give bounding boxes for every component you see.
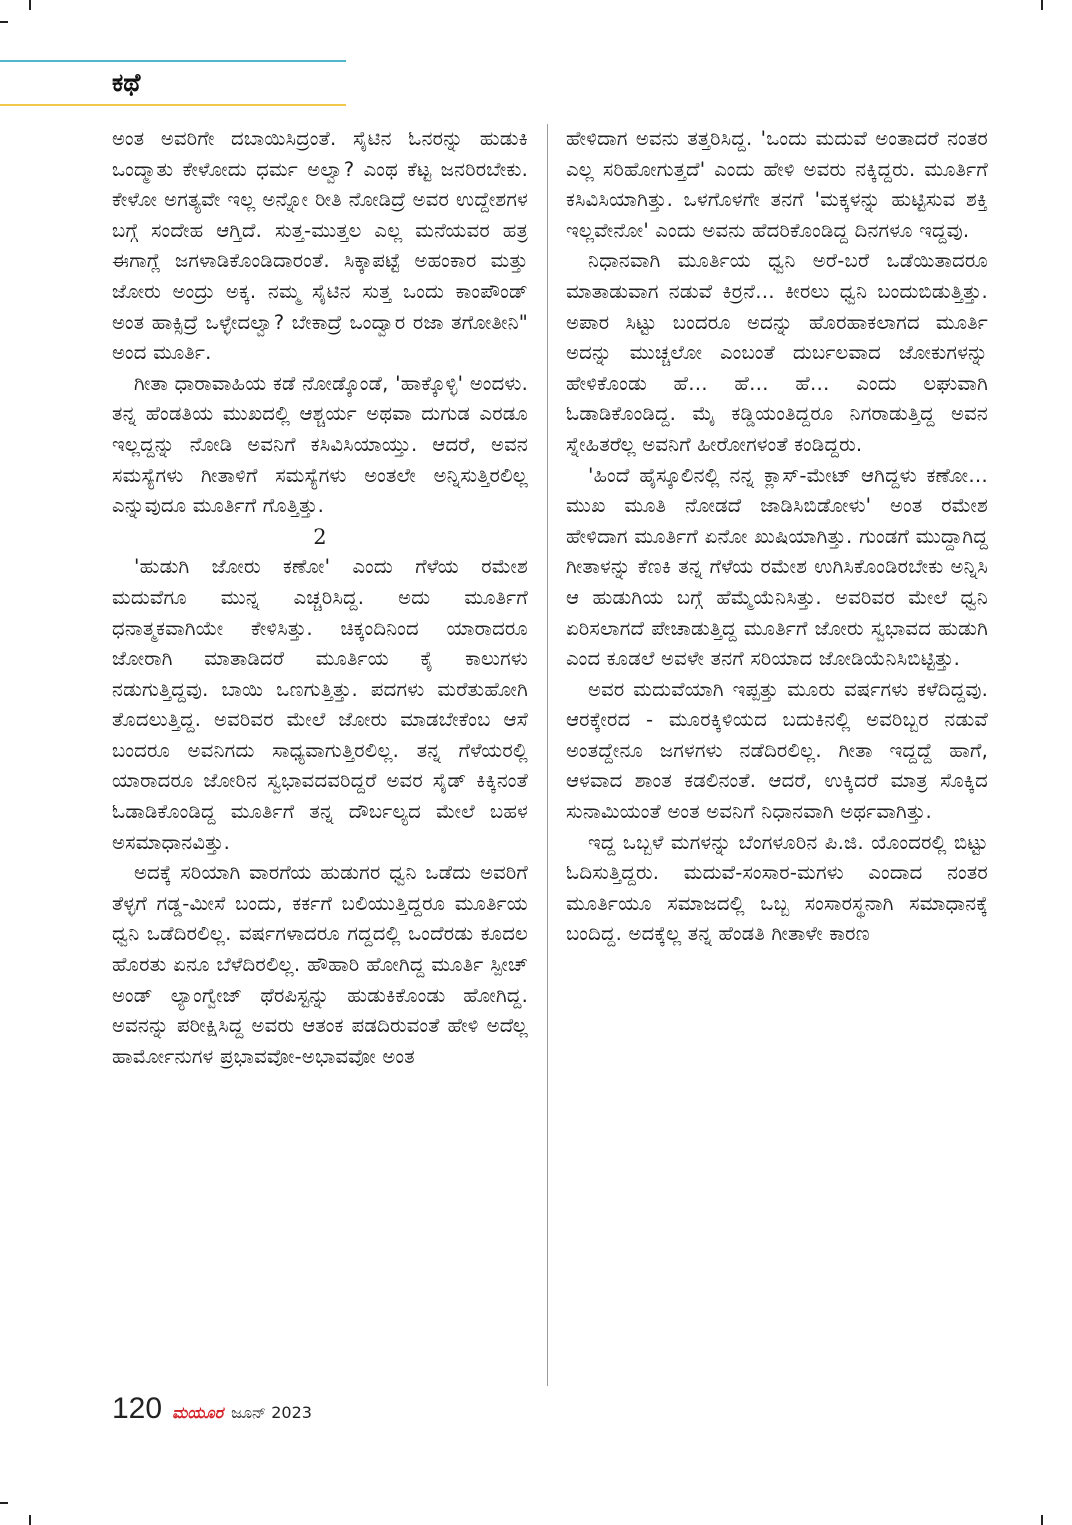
body-paragraph: ಹೇಳಿದಾಗ ಅವನು ತತ್ತರಿಸಿದ್ದ. 'ಒಂದು ಮದುವೆ ಅಂತಾದರೆ ನಂತರ ಎಲ್ಲ ಸರಿಹೋಗುತ್ತದೆ' ಎಂದು ಹೇಳಿ ಅವರು ನಕ್ಕಿದ್ದರು. ಮೂರ್ತಿಗೆ ಕಸಿವಿಸಿಯಾಗಿತ್ತು. ಒಳಗೊಳಗೇ ತನಗೆ 'ಮಕ್ಕಳನ್ನು ಹುಟ್ಟಿಸುವ ಶಕ್ತಿ ಇಲ್ಲವೇನೋ' ಎಂದು ಅವನು ಹೆದರಿಕೊಂಡಿದ್ದ ದಿನಗಳೂ ಇದ್ದವು. — [566, 127, 988, 242]
body-paragraph: 'ಹುಡುಗಿ ಜೋರು ಕಣೋ' ಎಂದು ಗೆಳೆಯ ರಮೇಶ ಮದುವೆಗೂ ಮುನ್ನ ಎಚ್ಚರಿಸಿದ್ದ. ಅದು ಮೂರ್ತಿಗೆ ಧನಾತ್ಮಕವಾಗಿಯೇ ಕೇಳಿಸಿತ್ತು. ಚಿಕ್ಕಂದಿನಿಂದ ಯಾರಾದರೂ ಜೋರಾಗಿ ಮಾತಾಡಿದರೆ ಮೂರ್ತಿಯ ಕೈ ಕಾಲುಗಳು ನಡುಗುತ್ತಿದ್ದವು. ಬಾಯಿ ಒಣಗುತ್ತಿತ್ತು. ಪದಗಳು ಮರೆತುಹೋಗಿ ತೊದಲುತ್ತಿದ್ದ. ಅವರಿವರ ಮೇಲೆ ಜೋರು ಮಾಡಬೇಕೆಂಬ ಆಸೆ ಬಂದರೂ ಅವನಿಗದು ಸಾಧ್ಯವಾಗುತ್ತಿರಲಿಲ್ಲ. ತನ್ನ ಗೆಳೆಯರಲ್ಲಿ ಯಾರಾದರೂ ಜೋರಿನ ಸ್ವಭಾವದವರಿದ್ದರೆ ಅವರ ಸೈಡ್ ಕಿಕ್ಕಿನಂತೆ ಓಡಾಡಿಕೊಂಡಿದ್ದ ಮೂರ್ತಿಗೆ ತನ್ನ ದೌರ್ಬಲ್ಯದ ಮೇಲೆ ಬಹಳ ಅಸಮಾಧಾನವಿತ್ತು. — [112, 555, 528, 854]
left-column — [112, 124, 528, 1072]
crop-mark — [1041, 0, 1043, 10]
body-paragraph: ಗೀತಾ ಧಾರಾವಾಹಿಯ ಕಡೆ ನೋಡ್ಕೊಂಡೆ, 'ಹಾಕ್ಕೊಳ್ಳಿ' ಅಂದಳು. ತನ್ನ ಹೆಂಡತಿಯ ಮುಖದಲ್ಲಿ ಆಶ್ಚರ್ಯ ಅಥವಾ ದುಗುಡ ಎರಡೂ ಇಲ್ಲದ್ದನ್ನು ನೋಡಿ ಅವನಿಗೆ ಕಸಿವಿಸಿಯಾಯ್ತು. ಆದರೆ, ಅವನ ಸಮಸ್ಯೆಗಳು ಗೀತಾಳಿಗೆ ಸಮಸ್ಯೆಗಳು ಅಂತಲೇ ಅನ್ನಿಸುತ್ತಿರಲಿಲ್ಲ ಎನ್ನುವುದೂ ಮೂರ್ತಿಗೆ ಗೊತ್ತಿತ್ತು. — [112, 371, 528, 518]
crop-mark — [0, 21, 8, 23]
body-paragraph: 'ಹಿಂದೆ ಹೈಸ್ಕೂಲಿನಲ್ಲಿ ನನ್ನ ಕ್ಲಾಸ್-ಮೇಟ್ ಆಗಿದ್ದಳು ಕಣೋ… ಮುಖ ಮೂತಿ ನೋಡದೆ ಜಾಡಿಸಿಬಿಡೋಳು' ಅಂತ ರಮೇಶ ಹೇಳಿದಾಗ ಮೂರ್ತಿಗೆ ಏನೋ ಖುಷಿಯಾಗಿತ್ತು. ಗುಂಡಗೆ ಮುದ್ದಾಗಿದ್ದ ಗೀತಾಳನ್ನು ಕೆಣಕಿ ತನ್ನ ಗೆಳೆಯ ರಮೇಶ ಉಗಿಸಿಕೊಂಡಿರಬೇಕು ಅನ್ನಿಸಿ ಆ ಹುಡುಗಿಯ ಬಗ್ಗೆ ಹೆಮ್ಮೆಯೆನಿಸಿತ್ತು. ಅವರಿವರ ಮೇಲೆ ಧ್ವನಿ ಏರಿಸಲಾಗದೆ ಪೇಚಾಡುತ್ತಿದ್ದ ಮೂರ್ತಿಗೆ ಜೋರು ಸ್ವಭಾವದ ಹುಡುಗಿ ಎಂದ ಕೂಡಲೆ ಅವಳೇ ತನಗೆ ಸರಿಯಾದ ಜೋಡಿಯೆನಿಸಿಬಿಟ್ಟಿತ್ತು. — [566, 463, 988, 671]
body-paragraph: ಇದ್ದ ಒಬ್ಬಳೆ ಮಗಳನ್ನು ಬೆಂಗಳೂರಿನ ಪಿ.ಜಿ. ಯೊಂದರಲ್ಲಿ ಬಿಟ್ಟು ಓದಿಸುತ್ತಿದ್ದರು. ಮದುವೆ-ಸಂಸಾರ-ಮಗಳು ಎಂದಾದ ನಂತರ ಮೂರ್ತಿಯೂ ಸಮಾಜದಲ್ಲಿ ಒಬ್ಬ ಸಂಸಾರಸ್ಥನಾಗಿ ಸಮಾಧಾನಕ್ಕೆ ಬಂದಿದ್ದ. ಅದಕ್ಕೆಲ್ಲ ತನ್ನ ಹೆಂಡತಿ ಗೀತಾಳೇ ಕಾರಣ — [566, 830, 988, 946]
column-divider — [547, 124, 548, 1386]
body-paragraph: ಅದಕ್ಕೆ ಸರಿಯಾಗಿ ವಾರಗೆಯ ಹುಡುಗರ ಧ್ವನಿ ಒಡೆದು ಅವರಿಗೆ ತೆಳ್ಳಗೆ ಗಡ್ಡ-ಮೀಸೆ ಬಂದು, ಕರ್ಕಗೆ ಬಲಿಯುತ್ತಿದ್ದರೂ ಮೂರ್ತಿಯ ಧ್ವನಿ ಒಡೆದಿರಲಿಲ್ಲ. ವರ್ಷಗಳಾದರೂ ಗದ್ದದಲ್ಲಿ ಒಂದೆರಡು ಕೂದಲ ಹೊರತು ಏನೂ ಬೆಳೆದಿರಲಿಲ್ಲ. ಹೌಹಾರಿ ಹೋಗಿದ್ದ ಮೂರ್ತಿ ಸ್ಪೀಚ್ ಅಂಡ್ ಲ್ಯಾಂಗ್ವೇಜ್ ಥೆರಪಿಸ್ಟನ್ನು ಹುಡುಕಿಕೊಂಡು ಹೋಗಿದ್ದ. ಅವನನ್ನು ಪರೀಕ್ಷಿಸಿದ್ದ ಅವರು ಆತಂಕ ಪಡದಿರುವಂತೆ ಹೇಳಿ ಅದೆಲ್ಲ ಹಾರ್ಮೋನುಗಳ ಪ್ರಭಾವವೋ-ಅಭಾವವೋ ಅಂತ — [112, 861, 528, 1068]
crop-mark — [29, 1515, 31, 1525]
right-column — [566, 124, 988, 950]
body-paragraph: ಅಂತ ಅವರಿಗೇ ದಬಾಯಿಸಿದ್ರಂತೆ. ಸೈಟಿನ ಓನರನ್ನು ಹುಡುಕಿ ಒಂದ್ಮಾತು ಕೇಳೋದು ಧರ್ಮ ಅಲ್ವಾ? ಎಂಥ ಕೆಟ್ಟ ಜನರಿರಬೇಕು. ಕೇಳೋ ಅಗತ್ಯವೇ ಇಲ್ಲ ಅನ್ನೋ ರೀತಿ ನೋಡಿದ್ರೆ ಅವರ ಉದ್ದೇಶಗಳ ಬಗ್ಗೆ ಸಂದೇಹ ಆಗ್ತಿದೆ. ಸುತ್ತ-ಮುತ್ತಲ ಎಲ್ಲ ಮನೆಯವರ ಹತ್ರ ಈಗಾಗ್ಲೆ ಜಗಳಾಡಿಕೊಂಡಿದಾರಂತೆ. ಸಿಕ್ಕಾಪಟ್ಟೆ ಅಹಂಕಾರ ಮತ್ತು ಜೋರು ಅಂದ್ರು ಅಕ್ಕ. ನಮ್ಮ ಸೈಟಿನ ಸುತ್ತ ಒಂದು ಕಾಂಪೌಂಡ್ ಅಂತ ಹಾಕ್ಸಿದ್ರೆ ಒಳ್ಳೇದಲ್ವಾ? ಬೇಕಾದ್ರೆ ಒಂದ್ವಾರ ರಜಾ ತಗೋತೀನಿ" ಅಂದ ಮೂರ್ತಿ. — [112, 127, 528, 365]
crop-mark — [1041, 1515, 1043, 1525]
header-rule-bottom — [0, 104, 346, 106]
section-label: ಕಥೆ — [112, 68, 141, 97]
issue-date: ಜೂನ್ 2023 — [231, 1403, 312, 1422]
body-paragraph: ನಿಧಾನವಾಗಿ ಮೂರ್ತಿಯ ಧ್ವನಿ ಅರೆ-ಬರೆ ಒಡೆಯಿತಾದರೂ ಮಾತಾಡುವಾಗ ನಡುವೆ ಕಿರ್ರನೆ… ಕೀರಲು ಧ್ವನಿ ಬಂದುಬಿಡುತ್ತಿತ್ತು. ಅಪಾರ ಸಿಟ್ಟು ಬಂದರೂ ಅದನ್ನು ಹೊರಹಾಕಲಾಗದ ಮೂರ್ತಿ ಅದನ್ನು ಮುಚ್ಚಲೋ ಎಂಬಂತೆ ದುರ್ಬಲವಾದ ಜೋಕುಗಳನ್ನು ಹೇಳಿಕೊಂಡು ಹೆ… ಹೆ… ಹೆ… ಎಂದು ಲಘುವಾಗಿ ಓಡಾಡಿಕೊಂಡಿದ್ದ. ಮೈ ಕಡ್ಡಿಯಂತಿದ್ದರೂ ನಿಗರಾಡುತ್ತಿದ್ದ ಅವನ ಸ್ನೇಹಿತರೆಲ್ಲ ಅವನಿಗೆ ಹೀರೋಗಳಂತೆ ಕಂಡಿದ್ದರು. — [566, 249, 988, 456]
page-footer — [112, 1392, 312, 1426]
crop-mark — [0, 1502, 8, 1504]
header-rule-top — [0, 60, 346, 62]
page-number: 120 — [112, 1392, 163, 1425]
crop-mark — [29, 0, 31, 10]
body-paragraph: ಅವರ ಮದುವೆಯಾಗಿ ಇಪ್ಪತ್ತು ಮೂರು ವರ್ಷಗಳು ಕಳೆದಿದ್ದವು. ಆರಕ್ಕೇರದ - ಮೂರಕ್ಕಿಳಿಯದ ಬದುಕಿನಲ್ಲಿ ಅವರಿಬ್ಬರ ನಡುವೆ ಅಂತದ್ದೇನೂ ಜಗಳಗಳು ನಡೆದಿರಲಿಲ್ಲ. ಗೀತಾ ಇದ್ದದ್ದೆ ಹಾಗೆ, ಆಳವಾದ ಶಾಂತ ಕಡಲಿನಂತೆ. ಆದರೆ, ಉಕ್ಕಿದರೆ ಮಾತ್ರ ಸೊಕ್ಕಿದ ಸುನಾಮಿಯಂತೆ ಅಂತ ಅವನಿಗೆ ನಿಧಾನವಾಗಿ ಅರ್ಥವಾಗಿತ್ತು. — [566, 677, 988, 824]
magazine-logo: ಮಯೂರ — [172, 1403, 224, 1422]
section-number: 2 — [313, 524, 327, 549]
